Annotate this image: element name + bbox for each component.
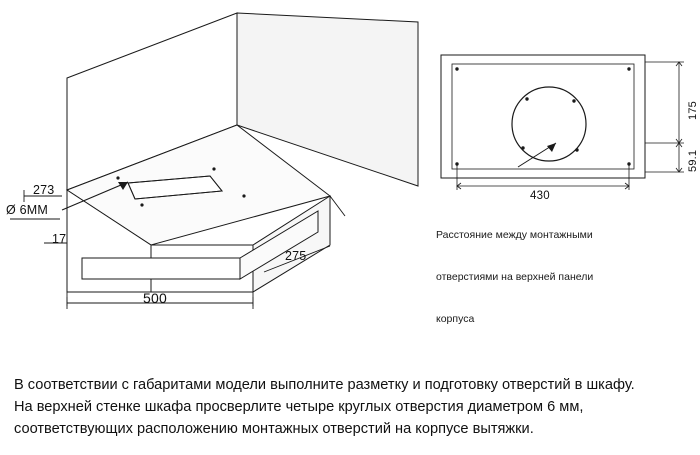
caption-line-2: отверстиями на верхней панели — [436, 271, 594, 283]
dim-label-hole-diameter: Ø 6ММ — [6, 203, 48, 217]
dim-label-59-1: 59.1 — [687, 149, 699, 172]
dim-extension-lines — [645, 62, 684, 172]
dim-label-275: 275 — [285, 249, 307, 263]
instruction-line-2: На верхней стенке шкафа просверлите четыре круглых отверстия диаметром 6 мм, — [14, 399, 584, 415]
duct-circle — [512, 87, 586, 161]
dim-175-line — [676, 62, 682, 143]
instruction-line-3: соответствующих расположению монтажных отверстий на корпусе вытяжки. — [14, 421, 534, 437]
instruction-paragraph — [14, 374, 690, 440]
caption-line-1: Расстояние между монтажными — [436, 229, 593, 241]
dim-label-500: 500 — [143, 290, 167, 306]
caption-line-3: корпуса — [436, 313, 475, 325]
dim-label-17: 17 — [52, 232, 67, 246]
dim-label-430: 430 — [530, 190, 550, 202]
instruction-line-1: В соответствии с габаритами модели выполните разметку и подготовку отверстий в шкафу. — [14, 377, 635, 393]
top-panel-caption — [436, 200, 646, 354]
dim-label-175: 175 — [687, 101, 699, 120]
dim-59-1-line — [676, 143, 682, 172]
dim-label-273: 273 — [33, 183, 55, 197]
